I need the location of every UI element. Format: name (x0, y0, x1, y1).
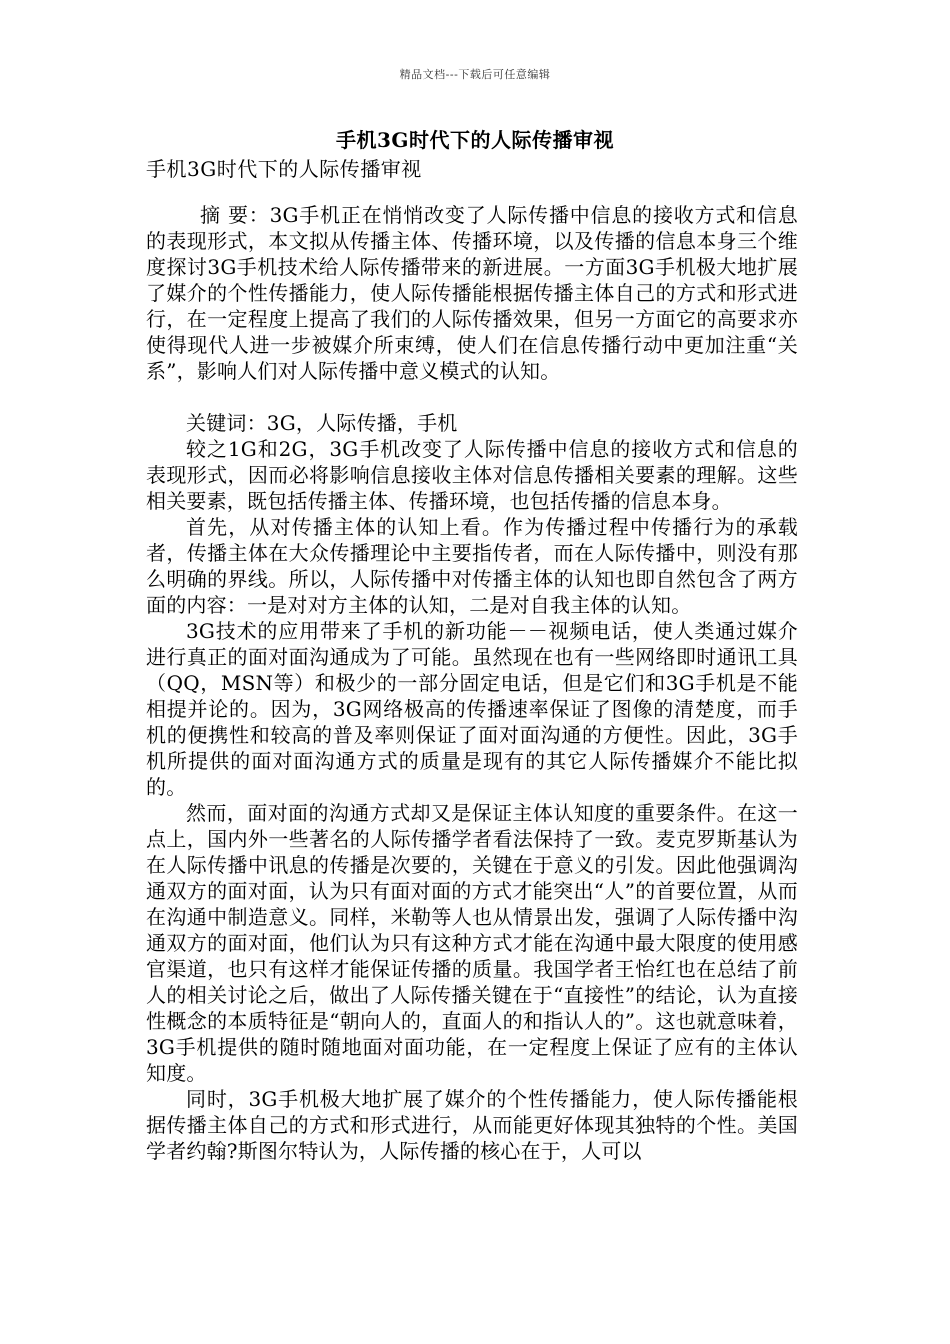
page-header-note: 精品文档---下载后可任意编辑 (399, 68, 551, 81)
body-paragraph: 然而，面对面的沟通方式却又是保证主体认知度的重要条件。在这一点上，国内外一些著名的人际传播学者看法保持了一致。麦克罗斯基认为在人际传播中讯息的传播是次要的，关键在于意义的引发。因此他强调沟通双方的面对面，认为只有面对面的方式才能突出“人”的首要位置，从而在沟通中制造意义。同样，米勒等人也从情景出发，强调了人际传播中沟通双方的面对面，他们认为只有这种方式才能在沟通中最大限度的使用感官渠道，也只有这样才能保证传播的质量。我国学者王怡红也在总结了前人的相关讨论之后，做出了人际传播关键在于“直接性”的结论，认为直接性概念的本质特征是“朝向人的，直面人的和指认人的”。这也就意味着，3G手机提供的随时随地面对面功能，在一定程度上保证了应有的主体认知度。 (146, 801, 798, 1085)
body-paragraph: 较之1G和2G，3G手机改变了人际传播中信息的接收方式和信息的表现形式，因而必将影响信息接收主体对信息传播相关要素的理解。这些相关要素，既包括传播主体、传播环境，也包括传播的信息本身。 (146, 437, 798, 513)
body-paragraph: 首先，从对传播主体的认知上看。作为传播过程中传播行为的承载者，传播主体在大众传播理论中主要指传者，而在人际传播中，则没有那么明确的界线。所以，人际传播中对传播主体的认知也即自然包含了两方面的内容：一是对对方主体的认知，二是对自我主体的认知。 (146, 515, 798, 617)
document-body (146, 202, 798, 1164)
document-subtitle: 手机3G时代下的人际传播审视 (146, 157, 422, 181)
body-paragraph: 同时，3G手机极大地扩展了媒介的个性传播能力，使人际传播能根据传播主体自己的方式和形式进行，从而能更好体现其独特的个性。美国学者约翰?斯图尔特认为，人际传播的核心在于，人可以 (146, 1087, 798, 1163)
body-paragraph: 3G技术的应用带来了手机的新功能－－视频电话，使人类通过媒介进行真正的面对面沟通成为了可能。虽然现在也有一些网络即时通讯工具（QQ，MSN等）和极少的一部分固定电话，但是它们和3G手机是不能相提并论的。因为，3G网络极高的传播速率保证了图像的清楚度，而手机的便携性和较高的普及率则保证了面对面沟通的方便性。因此，3G手机所提供的面对面沟通方式的质量是现有的其它人际传播媒介不能比拟的。 (146, 619, 798, 799)
keywords-line: 关键词：3G，人际传播，手机 (186, 411, 458, 435)
abstract-paragraph: 摘 要：3G手机正在悄悄改变了人际传播中信息的接收方式和信息的表现形式，本文拟从传播主体、传播环境，以及传播的信息本身三个维度探讨3G手机技术给人际传播带来的新进展。一方面3G手机极大地扩展了媒介的个性传播能力，使人际传播能根据传播主体自己的方式和形式进行，在一定程度上提高了我们的人际传播效果，但另一方面它的高要求亦使得现代人进一步被媒介所束缚，使人们在信息传播行动中更加注重“关系”，影响人们对人际传播中意义模式的认知。 (146, 203, 798, 383)
document-title: 手机3G时代下的人际传播审视 (336, 128, 614, 152)
